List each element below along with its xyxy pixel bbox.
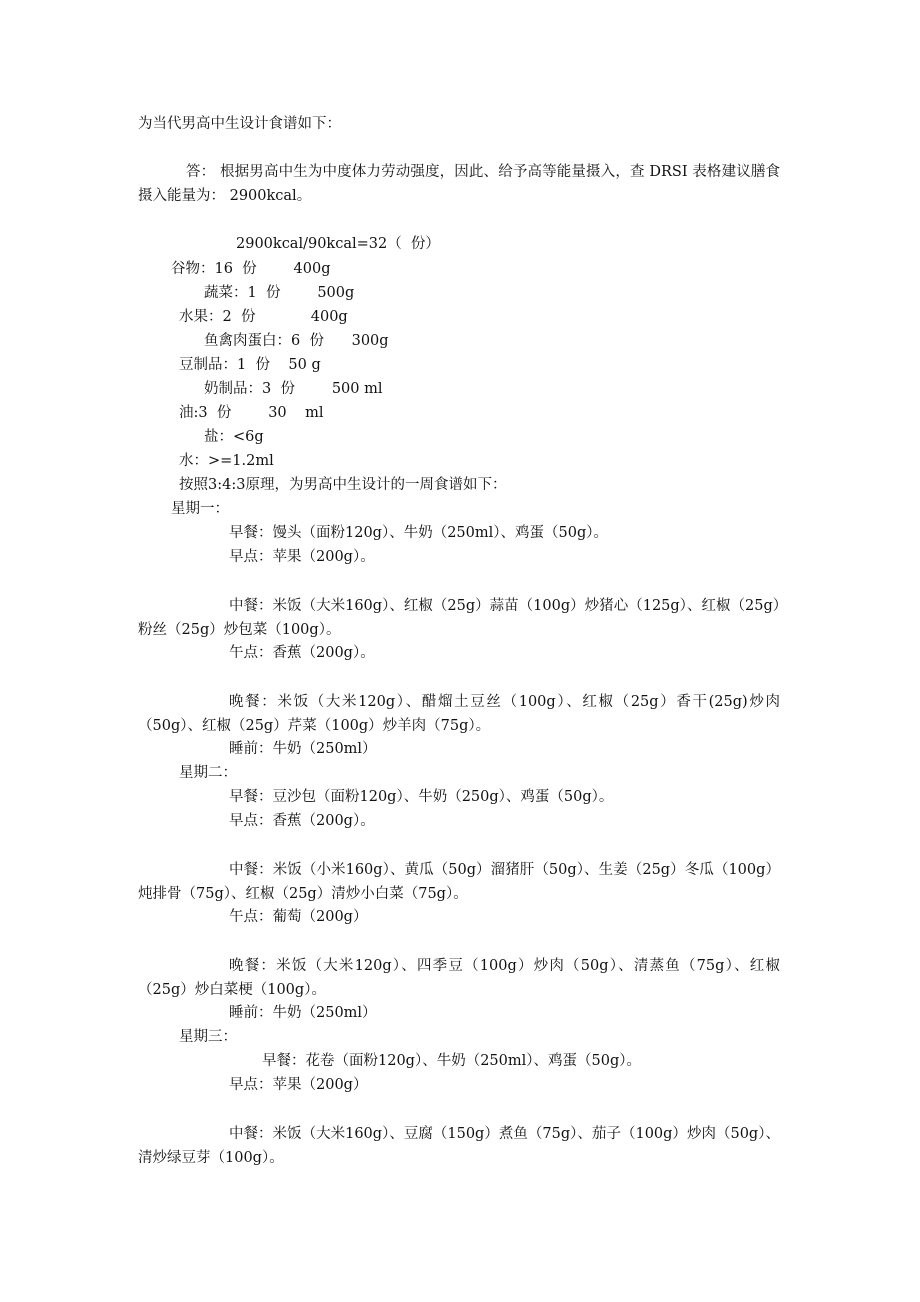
meal-afternoon-snack: 午点：葡萄（200g） — [229, 909, 368, 925]
meal-breakfast: 早餐：馒头（面粉120g）、牛奶（250ml）、鸡蛋（50g）。 — [229, 525, 609, 541]
portion-vegetables: 蔬菜：1 份 500g — [204, 285, 355, 301]
intro-paragraph: 答： 根据男高中生为中度体力劳动强度，因此、给予高等能量摄入，查 DRSI 表格建议膳食摄入能量为： 2900kcal。 — [138, 164, 780, 204]
meal-dinner: 晚餐：米饭（大米120g）、醋熘土豆丝（100g）、红椒（25g）香干(25g)炒肉（50g）、红椒（25g）芹菜（100g）炒羊肉（75g）。 — [138, 694, 780, 734]
day-label: 星期二： — [179, 765, 237, 781]
meal-lunch: 中餐：米饭（小米160g）、黄瓜（50g）溜猪肝（50g）、生姜（25g）冬瓜（100g）炖排骨（75g）、红椒（25g）清炒小白菜（75g）。 — [138, 862, 780, 902]
page-title: 为当代男高中生设计食谱如下： — [138, 116, 341, 132]
portion-grains: 谷物：16 份 400g — [171, 261, 331, 277]
meal-dinner: 晚餐：米饭（大米120g）、四季豆（100g）炒肉（50g）、清蒸鱼（75g）、红椒（25g）炒白菜梗（100g）。 — [138, 958, 780, 998]
day-label: 星期一： — [171, 501, 229, 517]
portion-fruit: 水果：2 份 400g — [179, 309, 348, 325]
meal-morning-snack: 早点：苹果（200g） — [229, 1077, 368, 1093]
meal-morning-snack: 早点：香蕉（200g）。 — [229, 813, 375, 829]
day-label: 星期三： — [179, 1029, 237, 1045]
meal-breakfast: 早餐：豆沙包（面粉120g）、牛奶（250g）、鸡蛋（50g）。 — [229, 789, 614, 805]
meal-lunch: 中餐：米饭（大米160g）、红椒（25g）蒜苗（100g）炒猪心（125g）、红椒（25g）粉丝（25g）炒包菜（100g）。 — [138, 598, 780, 638]
portion-soy: 豆制品：1 份 50 g — [179, 357, 321, 373]
principle-line: 按照3:4:3原理，为男高中生设计的一周食谱如下： — [179, 477, 507, 493]
portion-oil: 油:3 份 30 ml — [179, 405, 324, 421]
portion-protein: 鱼禽肉蛋白：6 份 300g — [204, 333, 389, 349]
meal-lunch: 中餐：米饭（大米160g）、豆腐（150g）煮鱼（75g）、茄子（100g）炒肉（50g）、清炒绿豆芽（100g）。 — [138, 1126, 780, 1166]
meal-bedtime: 睡前：牛奶（250ml） — [229, 741, 377, 757]
meal-morning-snack: 早点：苹果（200g）。 — [229, 549, 375, 565]
meal-afternoon-snack: 午点：香蕉（200g）。 — [229, 645, 375, 661]
portion-dairy: 奶制品：3 份 500 ml — [204, 381, 383, 397]
portion-water: 水：>=1.2ml — [179, 453, 274, 469]
portion-calculation: 2900kcal/90kcal=32（ 份） — [236, 236, 440, 252]
meal-breakfast: 早餐：花卷（面粉120g）、牛奶（250ml）、鸡蛋（50g）。 — [262, 1053, 642, 1069]
portion-salt: 盐：<6g — [204, 429, 264, 445]
meal-bedtime: 睡前：牛奶（250ml） — [229, 1005, 377, 1021]
